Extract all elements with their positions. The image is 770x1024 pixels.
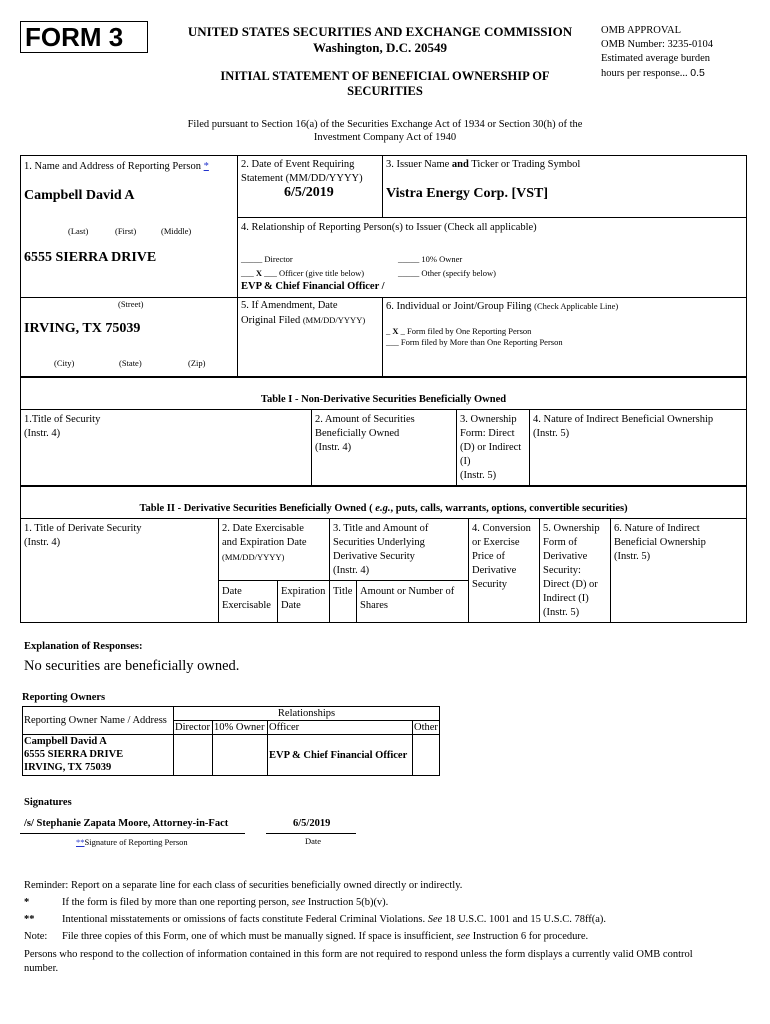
form-title-line2: SECURITIES: [347, 84, 423, 98]
table2-header-line: [20, 518, 747, 519]
owner-other-cell: [413, 735, 440, 776]
owners-table: [22, 706, 440, 776]
omb-burden-value: 0.5: [690, 67, 705, 79]
box1-label: 1. Name and Address of Reporting Person *: [24, 161, 209, 172]
table1-title: Table I - Non-Derivative Securities Beneficially Owned: [260, 394, 507, 405]
table2-col-divider: [329, 518, 330, 623]
street-value: 6555 SIERRA DRIVE: [24, 250, 157, 265]
note3-mark: Note:: [24, 931, 48, 942]
footnote-link[interactable]: **: [76, 837, 85, 847]
owner-director-cell: [174, 735, 213, 776]
omb-number: OMB Number: 3235-0104: [601, 39, 713, 50]
table1-header-line: [20, 409, 747, 410]
table1-col-divider: [456, 409, 457, 486]
date-line: [266, 833, 356, 834]
grid-divider: [20, 297, 747, 298]
table1-col-divider: [529, 409, 530, 486]
owners-heading: Reporting Owners: [22, 692, 106, 703]
officer-title: EVP & Chief Financial Officer /: [241, 281, 385, 292]
owners-col-relationships: Relationships: [174, 707, 440, 721]
owners-col-other: Other: [414, 722, 438, 733]
t1-col3-header: 3. Ownership Form: Direct (D) or Indirect (I) (Instr. 5): [460, 414, 522, 481]
t2-title-sub: Title: [333, 586, 353, 597]
reporting-person-name: Campbell David A: [24, 188, 135, 203]
t2-col2-header: 2. Date Exercisable and Expiration Date (MM/DD/YYYY): [222, 523, 307, 562]
middle-label: (Middle): [161, 226, 192, 236]
t1-col1-header: 1.Title of Security (Instr. 4): [24, 414, 101, 439]
t2-col5-header: 5. Ownership Form of Derivative Security: Direct (D) or Indirect (I) (Instr. 5): [543, 523, 600, 618]
event-date: 6/5/2019: [284, 185, 334, 200]
zip-label: (Zip): [188, 358, 206, 368]
t2-date-exercisable: Date Exercisable: [222, 586, 271, 611]
one-person-option: _ X _ Form filed by One Reporting Person: [386, 326, 532, 336]
filed-pursuant-line2: Investment Company Act of 1940: [313, 132, 457, 143]
explanation-text: No securities are beneficially owned.: [24, 658, 240, 674]
ten-percent-option: _____ 10% Owner: [398, 254, 463, 264]
explanation-heading: Explanation of Responses:: [24, 641, 143, 652]
note1-text: If the form is filed by more than one reporting person, see Instruction 5(b)(v).: [62, 897, 389, 908]
grid-divider: [382, 297, 383, 377]
t2-col6-header: 6. Nature of Indirect Beneficial Ownership (Instr. 5): [614, 523, 706, 562]
form-number-box: [20, 21, 148, 53]
box5-label: 5. If Amendment, Date Original Filed (MM/DD/YYYY): [241, 300, 366, 326]
grid-divider: [237, 217, 747, 218]
other-option: _____ Other (specify below): [398, 268, 496, 278]
owner-officer-cell: EVP & Chief Financial Officer: [268, 735, 413, 776]
table2-sub-line: [218, 580, 468, 581]
note3-text: File three copies of this Form, one of which must be manually signed. If space is insufficient, see Instruction 6 for procedure.: [62, 931, 589, 942]
table2-title: Table II - Derivative Securities Beneficially Owned ( e.g., puts, calls, warrants, options, convertible securities): [139, 503, 628, 514]
note2-mark: **: [24, 914, 35, 925]
table1-col-divider: [311, 409, 312, 486]
footnote-link[interactable]: *: [203, 161, 209, 172]
first-label: (First): [115, 226, 137, 236]
t2-col4-header: 4. Conversion or Exercise Price of Derivative Security: [472, 523, 531, 590]
last-label: (Last): [68, 226, 89, 236]
grid-divider: [237, 155, 238, 377]
date-label: Date: [305, 836, 322, 846]
table2-col-divider: [539, 518, 540, 623]
box4-label: 4. Relationship of Reporting Person(s) to Issuer (Check all applicable): [241, 222, 537, 233]
signature-line: [20, 833, 245, 834]
city-value: IRVING, TX 75039: [24, 321, 141, 336]
owner-10pct-cell: [213, 735, 268, 776]
agency-header: [170, 24, 590, 56]
table2-col-divider: [468, 518, 469, 623]
note1-mark: *: [24, 897, 30, 908]
state-label: (State): [119, 358, 142, 368]
issuer-name: Vistra Energy Corp. [VST]: [386, 186, 549, 201]
signatures-heading: Signatures: [24, 797, 72, 808]
omb-burden-line1: Estimated average burden: [601, 53, 711, 64]
owners-col-officer: Officer: [268, 721, 413, 735]
table-row: [23, 735, 440, 776]
multi-person-option: ___ Form filed by More than One Reporting Person: [386, 337, 563, 347]
t2-expiration-date: Expiration Date: [281, 586, 326, 611]
table2-col-divider: [218, 518, 219, 623]
signature-date: 6/5/2019: [293, 818, 331, 829]
t1-col2-header: 2. Amount of Securities Beneficially Owned (Instr. 4): [315, 414, 415, 453]
city-label: (City): [54, 358, 75, 368]
box6-label: 6. Individual or Joint/Group Filing (Check Applicable Line): [386, 301, 619, 312]
t1-col4-header: 4. Nature of Indirect Beneficial Ownership (Instr. 5): [533, 414, 714, 439]
omb-burden-line2: hours per response... 0.5: [601, 67, 705, 79]
owners-col-director: Director: [174, 721, 213, 735]
form-number: FORM 3: [25, 22, 124, 52]
director-option: _____ Director: [241, 254, 293, 264]
form-title: [200, 69, 570, 99]
box3-label: 3. Issuer Name and Ticker or Trading Symbol: [386, 159, 581, 170]
signer-name: /s/ Stephanie Zapata Moore, Attorney-in-Fact: [24, 818, 229, 829]
filed-pursuant-line1: Filed pursuant to Section 16(a) of the Securities Exchange Act of 1934 or Section 30(h) of the: [187, 119, 583, 130]
omb-approval: [601, 24, 761, 81]
t2-amount-sub: Amount or Number of Shares: [360, 586, 455, 611]
agency-name: UNITED STATES SECURITIES AND EXCHANGE COMMISSION: [187, 24, 573, 39]
note2-text: Intentional misstatements or omissions of facts constitute Federal Criminal Violations. See 18 U.S.C. 1001 and 15 U.S.C. 78ff(a).: [62, 914, 607, 925]
table2-sub-divider: [277, 580, 278, 623]
omb-approval-title: OMB APPROVAL: [601, 25, 682, 36]
street-label: (Street): [118, 299, 144, 309]
reminder-text: Reminder: Report on a separate line for each class of securities beneficially owned directly or indirectly.: [24, 880, 463, 891]
grid-divider: [382, 155, 383, 217]
table2-sub-divider: [356, 580, 357, 623]
filed-pursuant: [170, 118, 600, 144]
owner-name-address: Campbell David A 6555 SIERRA DRIVE IRVING, TX 75039: [23, 735, 174, 776]
t2-col1-header: 1. Title of Derivate Security (Instr. 4): [24, 523, 142, 548]
officer-option: ___ X ___ Officer (give title below): [241, 268, 365, 278]
omb-disclaimer: Persons who respond to the collection of information contained in this form are not required to respond unless the form displays a currently valid OMB control number.: [24, 949, 693, 974]
signature-label: **Signature of Reporting Person: [76, 837, 188, 847]
owners-col-10pct: 10% Owner: [213, 721, 268, 735]
form-title-line1: INITIAL STATEMENT OF BENEFICIAL OWNERSHIP OF: [220, 69, 550, 83]
box2-label: 2. Date of Event Requiring Statement (MM/DD/YYYY): [241, 159, 363, 184]
agency-address: Washington, D.C. 20549: [313, 40, 447, 55]
owners-col-name: Reporting Owner Name / Address: [23, 707, 174, 735]
table2-col-divider: [610, 518, 611, 623]
t2-col3-header: 3. Title and Amount of Securities Underlying Derivative Security (Instr. 4): [333, 523, 429, 576]
